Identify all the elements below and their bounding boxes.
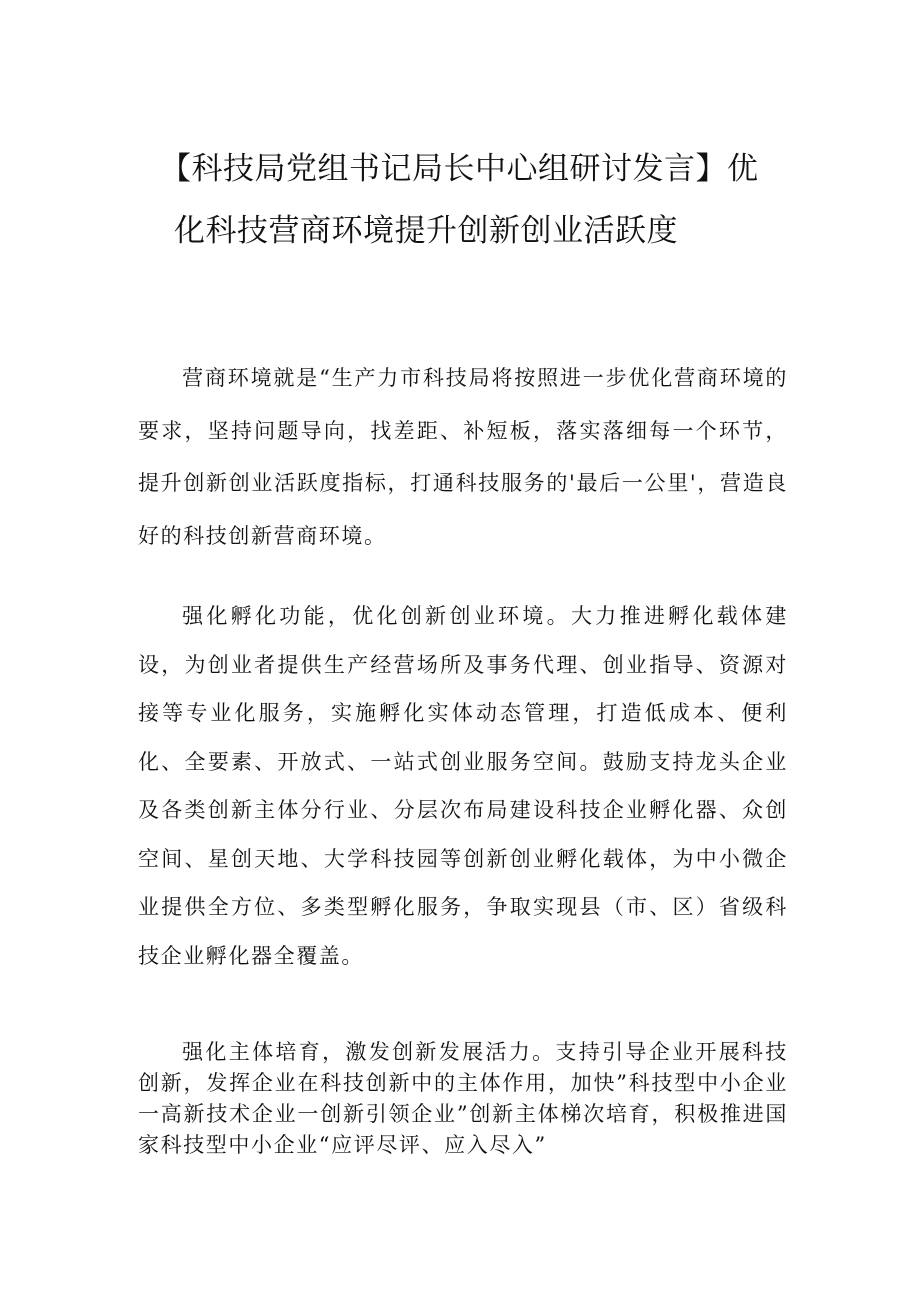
document-title — [138, 138, 798, 262]
title-line-1: 【科技局党组书记局长中心组研讨发言】优 — [160, 151, 759, 187]
paragraph-intro: 营商环境就是“生产力市科技局将按照进一步优化营商环境的要求，坚持问题导向，找差距、补短板，落实落细每一个环节，提升创新创业活跃度指标，打通科技服务的'最后一公里'，营造良好的科技创新营商环境。 — [138, 366, 788, 548]
paragraph-incubation: 强化孵化功能，优化创新创业环境。大力推进孵化载体建设，为创业者提供生产经营场所及事务代理、创业指导、资源对接等专业化服务，实施孵化实体动态管理，打造低成本、便利化、全要素、开放式、一站式创业服务空间。鼓励支持龙头企业及各类创新主体分行业、分层次布局建设科技企业孵化器、众创空间、星创天地、大学科技园等创新创业孵化载体，为中小微企业提供全方位、多类型孵化服务，争取实现县（市、区）省级科技企业孵化器全覆盖。 — [138, 604, 788, 968]
title-line-2: 化科技营商环境提升创新创业活跃度 — [174, 213, 678, 249]
paragraph-entity-cultivation: 强化主体培育，激发创新发展活力。支持引导企业开展科技创新，发挥企业在科技创新中的主体作用，加快”科技型中小企业一高新技术企业一创新引领企业”创新主体梯次培育，积极推进国家科技型中小企业“应评尽评、应入尽入” — [138, 1040, 788, 1157]
